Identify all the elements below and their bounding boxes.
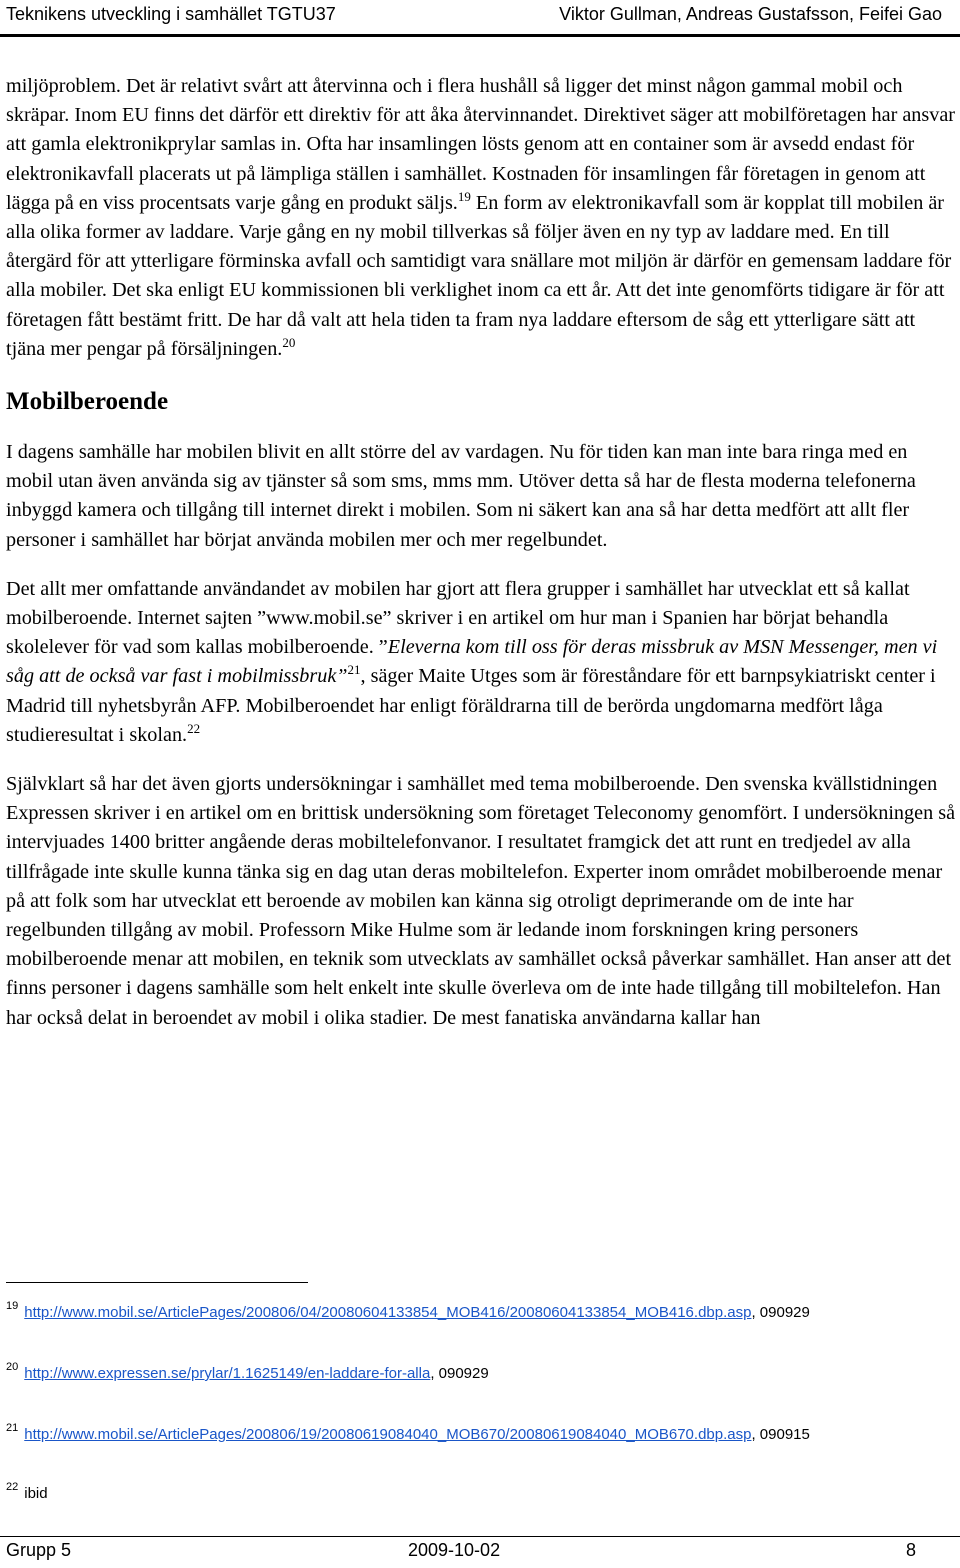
footnotes (6, 1294, 956, 1506)
footnote-rule (6, 1282, 308, 1283)
header-rule (0, 34, 960, 37)
page-number: 8 (905, 1540, 916, 1560)
footnote-22 (6, 1475, 956, 1506)
quote-text: Eleverna kom till oss för deras missbruk av MSN Messenger, men vi såg att de också var fast i mobilmissbruk” (6, 636, 938, 688)
footnote-link[interactable]: http://www.mobil.se/ArticlePages/200806/19/20080619084040_MOB670/20080619084040_MOB670.dbp.asp (24, 1426, 752, 1443)
paragraph-text: miljöproblem. Det är relativt svårt att återvinna och i flera hushåll så ligger det minst någon gammal mobil och skräpar. Inom EU finns det därför ett direktiv för att åka återvinnandet. Direktivet säger att mobilföretagen har ansvar att gamla elektronikprylar samlas in. Ofta har insamlingen lösts genom att en container som är avsedd endast för elektronikavfall placerats ut på lämpliga ställen i samhället. Kostnaden för insamlingen får företagen in genom att lägga på en viss procentsats varje gång en produkt säljs. (6, 75, 956, 214)
footnote-date: , 090929 (430, 1365, 489, 1382)
footnote-date: , 090915 (751, 1426, 810, 1443)
page-footer (0, 1540, 960, 1564)
footer-group: Grupp 5 (6, 1540, 72, 1560)
paragraph-text: Det allt mer omfattande användandet av mobilen har gjort att flera grupper i samhället har utvecklat ett så kallat mobilberoende. Internet sajten ”www.mobil.se” skriver i en artikel om hur man i Spanien har börjat behandla skolelever för vad som kallas mobilberoende. ” (6, 577, 910, 659)
paragraph-environment (6, 72, 956, 364)
footnote-number: 21 (6, 1422, 19, 1434)
footnote-link[interactable]: http://www.expressen.se/prylar/1.1625149/en-laddare-for-alla (24, 1365, 431, 1382)
footer-date: 2009-10-02 (408, 1540, 501, 1560)
footnote-number: 19 (6, 1300, 19, 1312)
paragraph-text: En form av elektronikavfall som är kopplat till mobilen är alla olika former av laddare. Varje gång en ny mobil tillverkas så följer även en ny typ av laddare med. En till återgärd för att ytterligare förminska avfall och samtidigt vara snällare mot miljön är därför en gemensam laddare för alla mobiler. Det ska enligt EU kommissionen bli verklighet inom ca ett år. Att det inte genomförts tidigare är för att företagen fått bestämt fritt. De har då valt att hela tiden ta fram nya laddare eftersom de såg ett ytterligare sätt att tjäna mer pengar på försäljningen. (6, 191, 952, 360)
paragraph-intro: I dagens samhälle har mobilen blivit en allt större del av vardagen. Nu för tiden kan man inte bara ringa med en mobil utan även använda sig av tjänster så som sms, mms mm. Utöver detta så har de flesta moderna telefonerna inbyggd kamera och tillgång till internet direkt i mobilen. Som ni säkert kan ana så har detta medfört att allt fler personer i samhället har börjat använda mobilen mer och mer regelbundet. (6, 441, 916, 551)
footnote-ref[interactable]: 20 (282, 334, 296, 350)
page-header (0, 0, 960, 32)
footnote-21 (6, 1416, 956, 1447)
footnote-date: , 090929 (751, 1304, 810, 1321)
footnote-19 (6, 1294, 956, 1325)
footnote-link[interactable]: http://www.mobil.se/ArticlePages/200806/04/20080604133854_MOB416/20080604133854_MOB416.dbp.asp (24, 1304, 752, 1321)
footnote-20 (6, 1355, 956, 1386)
document-body (6, 72, 956, 1053)
paragraph-survey: Självklart så har det även gjorts undersökningar i samhället med tema mobilberoende. Den svenska kvällstidningen Expressen skriver i en artikel om en brittisk undersökning som företaget Teleconomy genomfört. I undersökningen så intervjuades 1400 britter angående deras mobiltelefonvanor. I resultatet framgick det att runt en tredjedel av alla tillfrågade inte skulle kunna tänka sig en dag utan deras mobiltelefon. Experter inom området mobilberoende menar på att folk som har utvecklat ett beroende av mobilen kan känna sig otroligt deprimerande om de inte har regelbunden tillgång av mobil. Professorn Mike Hulme som är ledande inom forskningen kring personers mobilberoende menar att mobilen, en teknik som utvecklats av samhället också påverkar samhället. Han anser att det finns personer i dagens samhälle som helt enkelt inte skulle överleva om de inte hade tillgång till mobiltelefon. Han har också delat in beroendet av mobil i olika stadier. De mest fanatiska användarna kallar han (6, 773, 956, 1029)
header-authors: Viktor Gullman, Andreas Gustafsson, Feifei Gao (559, 4, 942, 24)
header-course-title: Teknikens utveckling i samhället TGTU37 (6, 4, 336, 24)
footnote-number: 20 (6, 1361, 19, 1373)
paragraph-text: , säger Maite Utges som är föreståndare för ett barnpsykiatriskt center i Madrid till nyhetsbyrån AFP. Mobilberoendet har enligt föräldrarna till de berörda ungdomarna medfört låga studieresultat i skolan. (6, 665, 936, 746)
paragraph-addiction (6, 575, 956, 750)
footnote-number: 22 (6, 1481, 19, 1493)
footnote-text: ibid (24, 1485, 48, 1502)
footnote-ref[interactable]: 21 (347, 662, 361, 678)
section-heading: Mobilberoende (6, 388, 169, 416)
footer-rule (0, 1536, 960, 1537)
footnote-ref[interactable]: 22 (187, 720, 201, 736)
footnote-ref[interactable]: 19 (457, 188, 471, 204)
